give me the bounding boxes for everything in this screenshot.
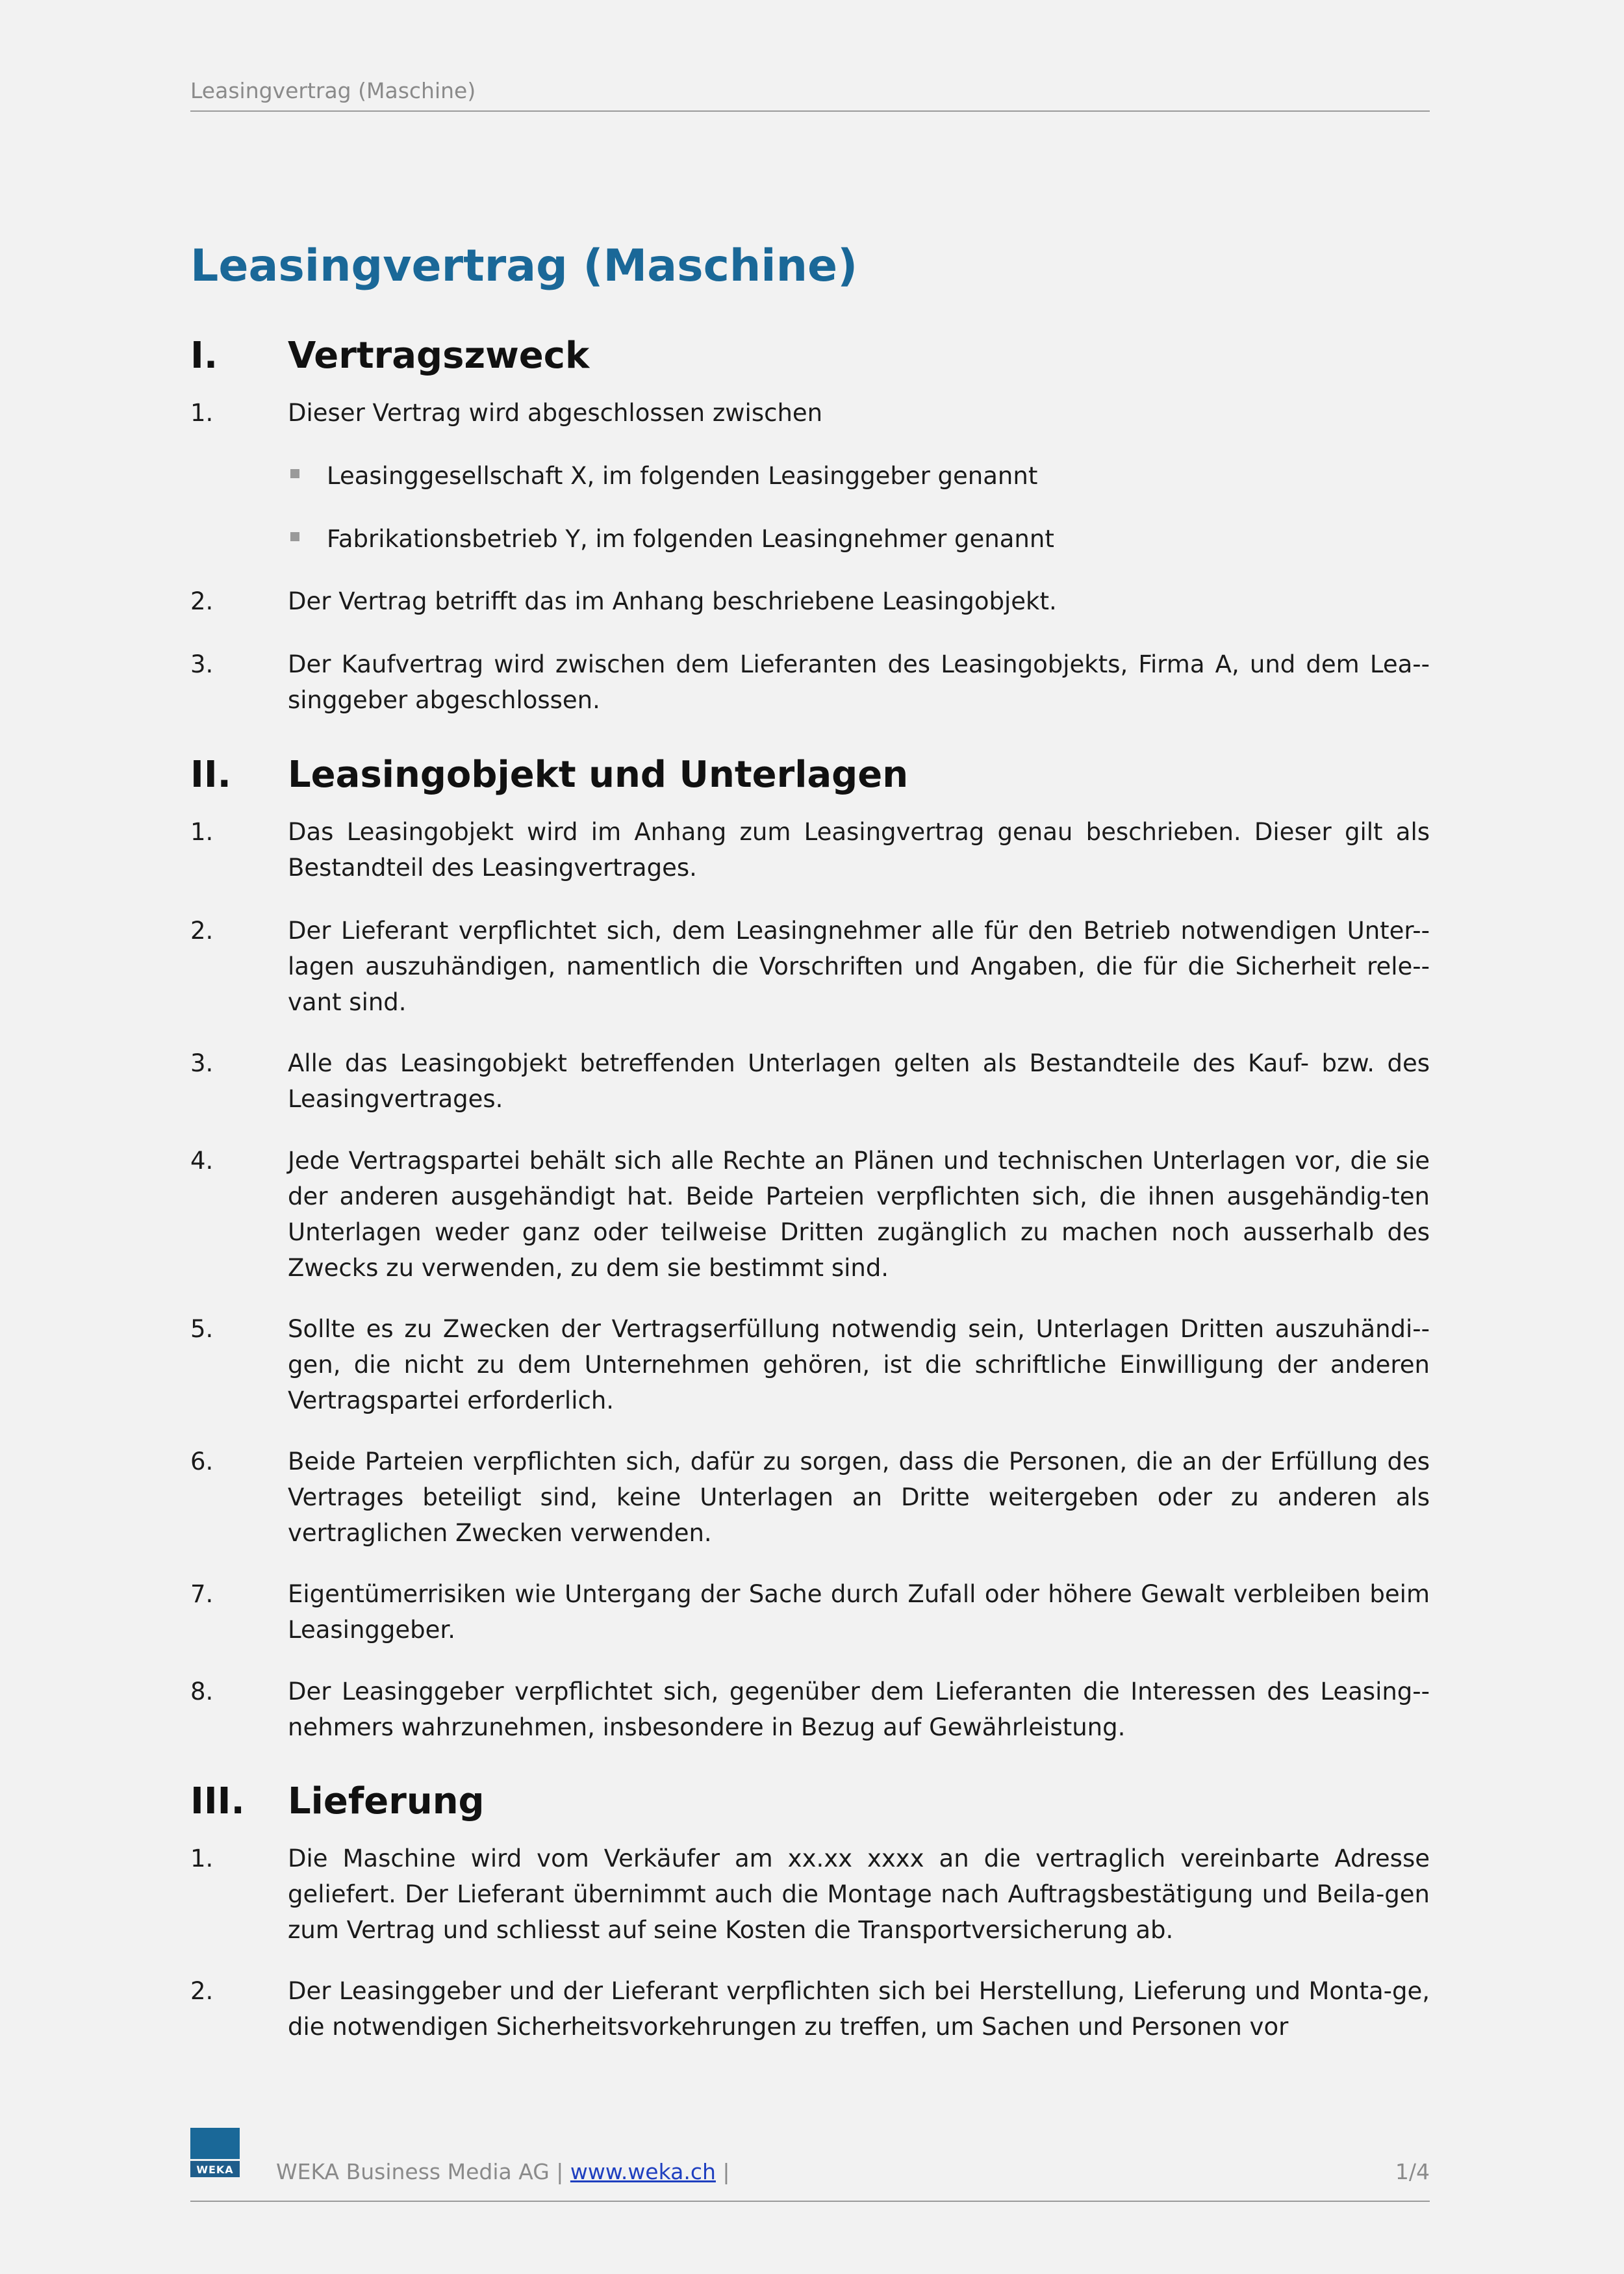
clause-text: Sollte es zu Zwecken der Vertragserfüllung notwendig sein, Unterlagen Dritten auszuhändi-gen, die nicht zu dem Unternehmen gehören, ist die schriftliche Einwilligung der anderen Vertragspartei erforderlich.: [288, 1315, 1430, 1414]
clause-number: 1.: [190, 399, 214, 427]
clause-text: Der Leasinggeber verpflichtet sich, gegenüber dem Lieferanten die Interessen des Leasing-nehmers wahrzunehmen, insbesondere in Bezug auf Gewährleistung.: [288, 1678, 1430, 1741]
logo-text: WEKA: [196, 2164, 234, 2176]
document-title: Leasingvertrag (Maschine): [190, 240, 858, 292]
clause-text: Der Kaufvertrag wird zwischen dem Lieferanten des Leasingobjekts, Firma A, und dem Lea-singgeber abgeschlossen.: [288, 650, 1430, 714]
clause-number: 3.: [190, 1049, 214, 1077]
clause-number: 7.: [190, 1580, 214, 1608]
page-number: 1/4: [1395, 2159, 1430, 2184]
clause-number: 3.: [190, 650, 214, 678]
clause-number: 8.: [190, 1678, 214, 1706]
clause-text: Dieser Vertrag wird abgeschlossen zwischen: [288, 399, 823, 427]
clause-number: 4.: [190, 1147, 214, 1175]
clause-number: 6.: [190, 1448, 214, 1476]
clause-number: 2.: [190, 587, 214, 615]
clause-text: Eigentümerrisiken wie Untergang der Sache durch Zufall oder höhere Gewalt verbleiben beim Leasinggeber.: [288, 1580, 1430, 1644]
bullet-text: Leasinggesellschaft X, im folgenden Leasinggeber genannt: [327, 462, 1038, 490]
bullet-text: Fabrikationsbetrieb Y, im folgenden Leasingnehmer genannt: [327, 525, 1054, 553]
clause-text: Der Vertrag betrifft das im Anhang beschriebene Leasingobjekt.: [288, 587, 1057, 615]
clause-number: 2.: [190, 1977, 214, 2005]
clause-text: Das Leasingobjekt wird im Anhang zum Leasingvertrag genau beschrieben. Dieser gilt als Bestandteil des Leasingvertrages.: [288, 818, 1430, 882]
clause-text: Die Maschine wird vom Verkäufer am xx.xx xxxx an die vertraglich vereinbarte Adresse geliefert. Der Lieferant übernimmt auch die Montage nach Auftragsbestätigung und Beila-gen zum Vertrag und schliesst auf seine Kosten die Transportversicherung ab.: [288, 1845, 1430, 1944]
section-number: III.: [190, 1780, 245, 1822]
clause-number: 1.: [190, 818, 214, 846]
weka-logo: [190, 2128, 240, 2177]
footer-divider: [190, 2201, 1430, 2202]
footer-company: WEKA Business Media AG |: [276, 2159, 564, 2184]
clause-text: Jede Vertragspartei behält sich alle Rechte an Plänen und technischen Unterlagen vor, die sie der anderen ausgehändigt hat. Beide Parteien verpflichten sich, die ihnen ausgehändig-ten Unterlagen weder ganz oder teilweise Dritten zugänglich zu machen noch ausserhalb des Zwecks zu verwenden, zu dem sie bestimmt sind.: [288, 1147, 1430, 1282]
section-number: I.: [190, 335, 218, 377]
running-header: Leasingvertrag (Maschine): [190, 78, 476, 103]
footer-text: [276, 2159, 730, 2184]
clause-text: Alle das Leasingobjekt betreffenden Unterlagen gelten als Bestandteile des Kauf- bzw. des Leasingvertrages.: [288, 1049, 1430, 1113]
section-title: Lieferung: [288, 1780, 485, 1822]
section-title: Leasingobjekt und Unterlagen: [288, 754, 909, 796]
section-title: Vertragszweck: [288, 335, 590, 377]
footer-separator: |: [722, 2159, 730, 2184]
square-bullet-icon: [290, 532, 299, 541]
clause-text: Der Leasinggeber und der Lieferant verpflichten sich bei Herstellung, Lieferung und Monta-ge, die notwendigen Sicherheitsvorkehrungen zu treffen, um Sachen und Personen vor: [288, 1977, 1430, 2041]
clause-number: 5.: [190, 1315, 214, 1343]
clause-number: 1.: [190, 1845, 214, 1872]
clause-text: Der Lieferant verpflichtet sich, dem Leasingnehmer alle für den Betrieb notwendigen Unter-lagen auszuhändigen, namentlich die Vorschriften und Angaben, die für die Sicherheit rele-vant sind.: [288, 917, 1430, 1016]
section-number: II.: [190, 754, 231, 796]
clause-text: Beide Parteien verpflichten sich, dafür zu sorgen, dass die Personen, die an der Erfüllung des Vertrages beteiligt sind, keine Unterlagen an Dritte weitergeben oder zu anderen als vertraglichen Zwecken verwenden.: [288, 1448, 1430, 1547]
header-divider: [190, 110, 1430, 112]
square-bullet-icon: [290, 469, 299, 478]
footer-link[interactable]: www.weka.ch: [570, 2159, 716, 2184]
clause-number: 2.: [190, 917, 214, 945]
